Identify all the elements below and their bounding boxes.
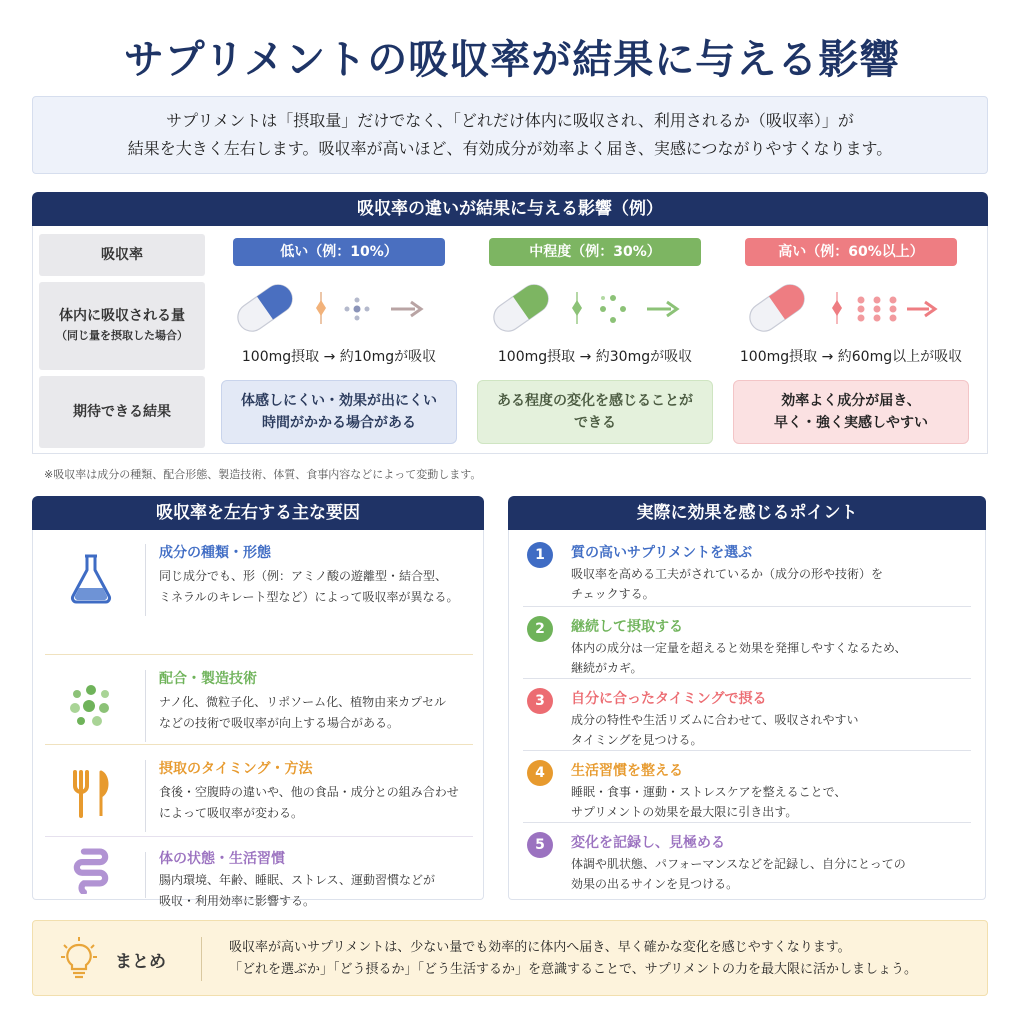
point-description-line-2: 効果の出るサインを見つける。	[571, 877, 739, 891]
factors-body	[32, 530, 484, 908]
row-label-result: 期待できる結果	[39, 376, 205, 448]
factor-description-line-1: ナノ化、微粒子化、リポソーム化、植物由来カプセル	[159, 695, 447, 709]
point-description	[571, 638, 971, 678]
factor-description-line-1: 腸内環境、年齢、睡眠、ストレス、運動習慣などが	[159, 873, 436, 887]
points-body	[508, 530, 986, 900]
point-description-line-2: サプリメントの効果を最大限に引き出す。	[571, 805, 798, 819]
particles-icon	[67, 678, 115, 730]
expected-result-high-line-2: 早く・強く実感しやすい	[774, 415, 928, 431]
level-label-low: 低い（例：10%）	[233, 238, 445, 266]
summary-box	[32, 920, 988, 996]
expected-result-low-line-1: 体感しにくい・効果が出にくい	[241, 393, 437, 409]
summary-text	[229, 937, 917, 981]
factor-item	[45, 846, 473, 908]
factor-description	[159, 566, 477, 608]
row-label-absorbed-sub: （同じ量を摂取した場合）	[56, 329, 188, 342]
intro-line-1: サプリメントは「摂取量」だけでなく、「どれだけ体内に吸収され、利用されるか（吸収率）」が	[166, 111, 854, 130]
summary-line-1: 吸収率が高いサプリメントは、少ない量でも効率的に体内へ届き、早く確かな変化を感じやすくなります。	[229, 940, 851, 955]
point-item	[523, 612, 973, 678]
factor-description	[159, 692, 477, 734]
level-label-high: 高い（例：60%以上）	[745, 238, 957, 266]
point-description-line-1: 体内の成分は一定量を超えると効果を発揮しやすくなるため、	[571, 641, 907, 655]
level-label-medium: 中程度（例：30%）	[489, 238, 701, 266]
point-title: 変化を記録し、見極める	[571, 835, 725, 851]
factor-description-line-2: 吸収・利用効率に影響する。	[159, 894, 316, 908]
divider	[45, 836, 473, 837]
variation-note: ※吸収率は成分の種類、配合形態、製造技術、体質、食事内容などによって変動します。	[44, 468, 482, 481]
factor-item	[45, 538, 473, 624]
divider	[201, 937, 202, 981]
expected-result-low-line-2: 時間がかかる場合がある	[262, 415, 416, 431]
row-label-absorbed	[39, 282, 205, 370]
factor-title: 配合・製造技術	[159, 671, 257, 687]
comparison-panel	[32, 192, 988, 454]
capsule-absorption-high-icon	[733, 278, 969, 338]
divider	[45, 744, 473, 745]
row-label-absorbed-main: 体内に吸収される量	[59, 308, 185, 324]
point-description-line-1: 吸収率を高める工夫がされているか（成分の形や技術）を	[571, 567, 884, 581]
factor-description-line-1: 同じ成分でも、形（例：アミノ酸の遊離型・結合型、	[159, 569, 448, 583]
point-number-badge: 4	[527, 760, 553, 786]
point-description-line-1: 成分の特性や生活リズムに合わせて、吸収されやすい	[571, 713, 859, 727]
point-title: 自分に合ったタイミングで摂る	[571, 691, 767, 707]
factor-title: 体の状態・生活習慣	[159, 851, 285, 867]
point-item	[523, 538, 973, 604]
points-heading: 実際に効果を感じるポイント	[508, 496, 986, 530]
fork-knife-icon	[67, 768, 115, 820]
factors-panel	[32, 496, 484, 908]
divider	[145, 852, 146, 898]
point-item	[523, 684, 973, 750]
expected-result-medium-line-2: できる	[574, 415, 616, 431]
divider	[45, 654, 473, 655]
factor-description	[159, 870, 477, 912]
factor-description-line-2: ミネラルのキレート型など）によって吸収率が異なる。	[159, 590, 459, 604]
intro-box	[32, 96, 988, 174]
point-item	[523, 756, 973, 822]
lightbulb-icon	[61, 937, 97, 981]
divider	[145, 670, 146, 742]
point-number-badge: 2	[527, 616, 553, 642]
point-title: 質の高いサプリメントを選ぶ	[571, 545, 753, 561]
factor-description-line-2: によって吸収率が変わる。	[159, 806, 304, 820]
comparison-body	[32, 226, 988, 454]
comparison-heading: 吸収率の違いが結果に与える影響（例）	[32, 192, 988, 226]
point-description-line-2: 継続がカギ。	[571, 661, 643, 675]
divider	[523, 678, 971, 679]
factor-item	[45, 754, 473, 840]
divider	[145, 760, 146, 832]
expected-result-high	[733, 380, 969, 444]
intestine-icon	[67, 848, 115, 894]
point-description	[571, 854, 971, 894]
summary-label: まとめ	[115, 952, 166, 972]
point-description-line-2: チェックする。	[571, 587, 655, 601]
factor-description	[159, 782, 477, 824]
point-item	[523, 828, 973, 894]
point-title: 継続して摂取する	[571, 619, 683, 635]
factors-heading: 吸収率を左右する主な要因	[32, 496, 484, 530]
level-column-high	[733, 226, 969, 454]
absorbed-amount-low: 100mg摂取 → 約10mgが吸収	[241, 349, 437, 365]
capsule-absorption-low-icon	[221, 278, 457, 338]
flask-icon	[67, 552, 115, 604]
level-column-medium	[477, 226, 713, 454]
summary-line-2: 「どれを選ぶか」「どう摂るか」「どう生活するか」を意識することで、サプリメントの力を最大限に活かしましょう。	[229, 962, 917, 977]
point-description-line-1: 体調や肌状態、パフォーマンスなどを記録し、自分にとっての	[571, 857, 906, 871]
point-description-line-1: 睡眠・食事・運動・ストレスケアを整えることで、	[571, 785, 847, 799]
expected-result-low	[221, 380, 457, 444]
expected-result-high-line-1: 効率よく成分が届き、	[781, 393, 921, 409]
divider	[523, 822, 971, 823]
factor-title: 摂取のタイミング・方法	[159, 761, 313, 777]
point-description	[571, 564, 971, 604]
divider	[523, 606, 971, 607]
expected-result-medium-line-1: ある程度の変化を感じることが	[497, 393, 693, 409]
factor-item	[45, 664, 473, 750]
point-description	[571, 782, 971, 822]
point-description	[571, 710, 971, 750]
intro-line-2: 結果を大きく左右します。吸収率が高いほど、有効成分が効率よく届き、実感につながりやすくなります。	[127, 139, 893, 158]
point-description-line-2: タイミングを見つける。	[571, 733, 703, 747]
factor-description-line-2: などの技術で吸収率が向上する場合がある。	[159, 716, 400, 730]
divider	[523, 750, 971, 751]
point-title: 生活習慣を整える	[571, 763, 683, 779]
capsule-absorption-medium-icon	[477, 278, 713, 338]
point-number-badge: 5	[527, 832, 553, 858]
point-number-badge: 3	[527, 688, 553, 714]
factor-description-line-1: 食後・空腹時の違いや、他の食品・成分との組み合わせ	[159, 785, 459, 799]
absorbed-amount-high: 100mg摂取 → 約60mg以上が吸収	[739, 349, 963, 365]
factor-title: 成分の種類・形態	[159, 545, 271, 561]
level-column-low	[221, 226, 457, 454]
points-panel	[508, 496, 986, 900]
expected-result-medium	[477, 380, 713, 444]
divider	[145, 544, 146, 616]
row-label-rate: 吸収率	[39, 234, 205, 276]
page-title: サプリメントの吸収率が結果に与える影響	[123, 36, 901, 83]
point-number-badge: 1	[527, 542, 553, 568]
absorbed-amount-medium: 100mg摂取 → 約30mgが吸収	[497, 349, 693, 365]
